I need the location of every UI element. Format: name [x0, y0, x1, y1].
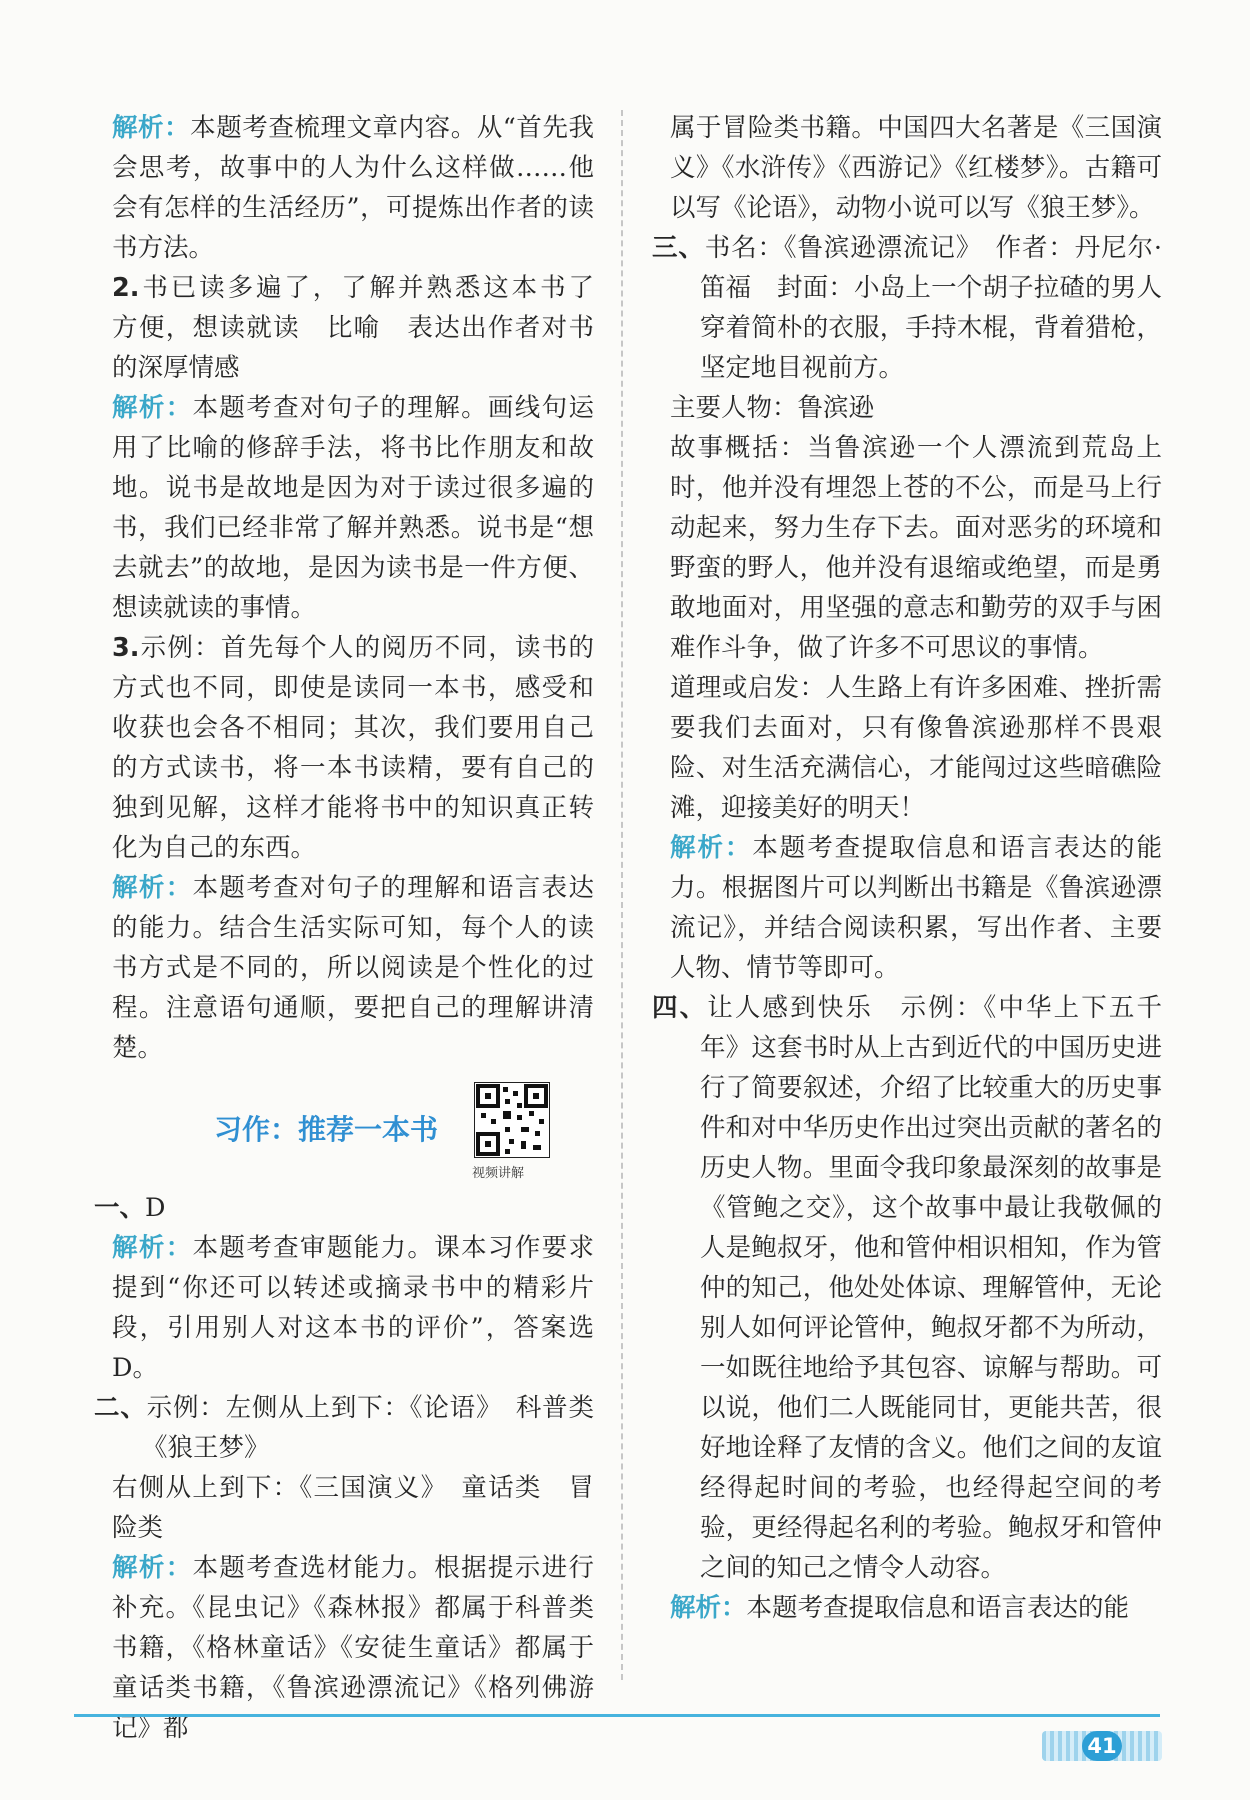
page-number-badge — [1042, 1731, 1162, 1761]
main-character — [652, 388, 1162, 428]
analysis-6 — [652, 828, 1162, 988]
answer-text: 书名：《鲁滨逊漂流记》 作者：丹尼尔·笛福 封面：小岛上一个胡子拉碴的男人穿着简朴的衣服，手持木棍，背着猎枪，坚定地目视前方。 — [700, 233, 1162, 383]
right-column — [652, 108, 1162, 1628]
answer-text: 让人感到快乐 示例：《中华上下五千年》这套书时从上古到近代的中国历史进行了简要叙述，介绍了比较重大的历史事件和对中华历史作出过突出贡献的著名的历史人物。里面令我印象最深刻的故事是《管鲍之交》，这个故事中最让我敬佩的人是鲍叔牙，他和管仲相识相知，作为管仲的知己，他处处体谅、理解管仲，无论别人如何评论管仲，鲍叔牙都不为所动，一如既往地给予其包容、谅解与帮助。可以说，他们二人既能同甘，更能共苦，很好地诠释了友情的含义。他们之间的友谊经得起时间的考验，也经得起空间的考验，更经得起名利的考验。鲍叔牙和管仲之间的知己之情令人动容。 — [700, 993, 1162, 1583]
analysis-4 — [94, 1228, 594, 1388]
analysis-label: 解析： — [112, 873, 193, 903]
answer-section-3 — [652, 228, 1162, 388]
qr-code-icon[interactable] — [474, 1082, 550, 1158]
analysis-1 — [94, 108, 594, 268]
analysis-label: 解析： — [670, 833, 753, 863]
section-title: 习作：推荐一本书 — [214, 1113, 439, 1146]
answer-text: 右侧从上到下：《三国演义》 童话类 冒险类 — [112, 1473, 594, 1543]
answer-text: 书已读多遍了，了解并熟悉这本书了 方便，想读就读 比喻 表达出作者对书的深厚情感 — [112, 273, 620, 383]
analysis-text: 本题考查对句子的理解和语言表达的能力。结合生活实际可知，每个人的读书方式是不同的，所以阅读是个性化的过程。注意语句通顺，要把自己的理解讲清楚。 — [112, 873, 594, 1063]
answer-text: D — [145, 1193, 166, 1223]
analysis-label: 解析： — [112, 113, 191, 143]
item-number: 2. — [112, 273, 140, 303]
column-divider — [621, 110, 623, 1680]
answer-text: 示例：左侧从上到下：《论语》 科普类 《狼王梦》 — [142, 1393, 620, 1463]
analysis-text: 本题考查审题能力。课本习作要求提到“你还可以转述或摘录书中的精彩片段，引用别人对这本书的评价”，答案选 D。 — [112, 1233, 594, 1383]
section-number: 一、 — [94, 1193, 146, 1223]
analysis-text: 本题考查提取信息和语言表达的能力。根据图片可以判断出书籍是《鲁滨逊漂流记》，并结合阅读积累，写出作者、主要人物、情节等即可。 — [670, 833, 1162, 983]
analysis-2 — [94, 388, 594, 628]
answer-text: 道理或启发：人生路上有许多困难、挫折需要我们去面对，只有像鲁滨逊那样不畏艰险、对生活充满信心，才能闯过这些暗礁险滩，迎接美好的明天！ — [670, 673, 1162, 823]
analysis-3 — [94, 868, 594, 1068]
analysis-text: 本题考查梳理文章内容。从“首先我会思考，故事中的人为什么这样做……他会有怎样的生活经历”，可提炼出作者的读书方法。 — [112, 113, 594, 263]
page-number: 41 — [1082, 1731, 1122, 1761]
analysis-text: 本题考查选材能力。根据提示进行补充。《昆虫记》《森林报》都属于科普类书籍，《格林童话》《安徒生童话》都属于童话类书籍，《鲁滨逊漂流记》《格列佛游记》都 — [112, 1553, 594, 1743]
footer-rule — [74, 1714, 1160, 1717]
lesson — [652, 668, 1162, 828]
left-column — [94, 108, 620, 1748]
section-number: 三、 — [652, 233, 705, 263]
section-number: 二、 — [94, 1393, 147, 1423]
answer-section-4 — [652, 988, 1162, 1588]
answer-text: 故事概括：当鲁滨逊一个人漂流到荒岛上时，他并没有埋怨上苍的不公，而是马上行动起来，努力生存下去。面对恶劣的环境和野蛮的野人，他并没有退缩或绝望，而是勇敢地面对，用坚强的意志和勤劳的双手与困难作斗争，做了许多不可思议的事情。 — [670, 433, 1162, 663]
answer-text: 主要人物：鲁滨逊 — [670, 393, 875, 423]
analysis-label: 解析： — [112, 1553, 193, 1583]
answer-section-2-cont — [94, 1468, 594, 1548]
section-header — [94, 1078, 594, 1188]
qr-label: 视频讲解 — [472, 1166, 525, 1181]
story-summary — [652, 428, 1162, 668]
answer-section-1 — [94, 1188, 594, 1228]
analysis-label: 解析： — [112, 393, 193, 423]
item-number: 3. — [112, 633, 140, 663]
analysis-text: 本题考查对句子的理解。画线句运用了比喻的修辞手法，将书比作朋友和故地。说书是故地是因为对于读过很多遍的书，我们已经非常了解并熟悉。说书是“想去就去”的故地，是因为读书是一件方便、想读就读的事情。 — [112, 393, 594, 623]
analysis-text: 本题考查提取信息和语言表达的能 — [746, 1593, 1130, 1623]
analysis-label: 解析： — [670, 1593, 747, 1623]
section-number: 四、 — [652, 993, 708, 1023]
analysis-label: 解析： — [112, 1233, 193, 1263]
analysis-text: 属于冒险类书籍。中国四大名著是《三国演义》《水浒传》《西游记》《红楼梦》。古籍可以写《论语》，动物小说可以写《狼王梦》。 — [670, 113, 1162, 223]
answer-2 — [94, 268, 620, 388]
analysis-5 — [94, 1548, 594, 1748]
answer-section-2 — [94, 1388, 620, 1468]
answer-3 — [94, 628, 594, 868]
analysis-7 — [652, 1588, 1162, 1628]
answer-text: 示例：首先每个人的阅历不同，读书的方式也不同，即使是读同一本书，感受和收获也会各不相同；其次，我们要用自己的方式读书，将一本书读精，要有自己的独到见解，这样才能将书中的知识真正转化为自己的东西。 — [112, 633, 594, 863]
analysis-5-cont — [652, 108, 1162, 228]
